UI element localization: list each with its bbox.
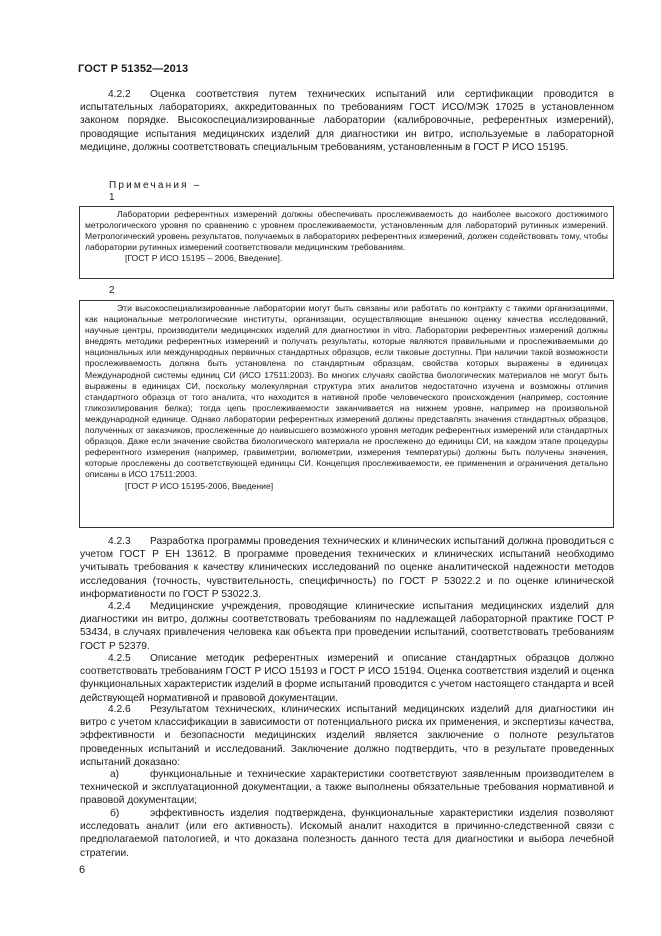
page-number: 6 <box>79 864 86 876</box>
list-item-label: а) <box>110 769 120 780</box>
list-item-text: функциональные и технические характеристики соответствуют заявленным производителем в технической и эксплуатационной документации, а также выполнены обязательные требования нормативной и правовой документации; <box>80 769 614 807</box>
clause-number: 4.2.2 <box>108 89 131 100</box>
note-2-source: [ГОСТ Р ИСО 15195-2006, Введение] <box>125 480 274 491</box>
list-item-a <box>80 768 614 808</box>
note-1-text: Лаборатории референтных измерений должны обеспечивать прослеживаемость до наиболее высокого достижимого метрологического уровня по сравнению с уровнем прослеживаемости, установленным для лабораторий рутинных измерений. Метрологический уровень результатов, получаемых в лабораториях референтных измерений, должен содействовать тому, чтобы лаборатории рутинных измерений соответствовали медицинским требованиям. <box>85 209 608 253</box>
list-item-b <box>80 807 614 860</box>
note-number-1: 1 <box>109 192 115 203</box>
clause-text: Оценка соответствия путем технических испытаний или сертификации проводится в испытательных лабораториях, аккредитованных по требованиям ГОСТ ИСО/МЭК 17025 в установленном законом порядке. Высокоспециализированные лаборатории (калибровочные, референтных измерений), проводящие испытания медицинских изделий для диагностики ин витро, используемые в лабораторной медицине, должны соответствовать специальным требованиям, установленным в ГОСТ Р ИСО 15195. <box>80 89 614 153</box>
clause-text: Описание методик референтных измерений и описание стандартных образцов должно соответствовать требованиям ГОСТ Р ИСО 15193 и ГОСТ Р ИСО 15194. Оценка соответствия изделий и оценка функциональных характеристик изделий в форме испытаний проводится с учетом настоящего стандарта и всей действующей нормативной и правовой документации. <box>80 653 614 704</box>
clause-text: Результатом технических, клинических испытаний медицинских изделий для диагностики ин витро с учетом классификации в зависимости от потенциального риска их применения, и экспертизы качества, эффективности и безопасности медицинских изделий является заключение о полноте результатов проведенных испытаний и исследований. Заключение должно подтвердить, что в результате проведенных испытаний доказано: <box>80 704 614 768</box>
paragraph-4-2-5 <box>80 652 614 705</box>
clause-number: 4.2.5 <box>108 653 131 664</box>
note-number-2: 2 <box>109 285 115 296</box>
paragraph-4-2-6 <box>80 703 614 769</box>
note-2-text: Эти высокоспециализированные лаборатории могут быть связаны или работать по контракту с такими организациями, как национальные метрологические институты, организации, осуществляющие внешнюю оценку качества исследований, научные центры, производители медицинских изделий для диагностики in vitro. Лаборатории референтных измерений должны внедрять методики референтных измерений и получать результаты, которые являются правильными и прослеживаемыми до национальных или международных первичных стандартных образцов, если таковые доступны. При наличии такой возможности прослеживаемость должна быть установлена по стандартным образцам, свойства которых выражены в единицах Международной системы единиц СИ (ИСО 17511:2003). Во многих случаях свойства биологических материалов не могут быть выражены в единицах СИ, поскольку молекулярная структура этих аналитов недостаточно изучена и возможны отличия стандартного образца от того аналита, что находится в нативной пробе человеческого происхождения (например, состояние гликозилирования белка); тогда цепь прослеживаемости заканчивается на нижнем уровне, например на произвольной международной единице. Однако лаборатории референтных измерений должны представлять значения стандартных образцов, полученных от заказчиков, прослеженные до наивысшего возможного уровня методик референтных измерений или стандартных образцов. Даже если значение свойства биологического материала не прослежено до единицы СИ, на каждом этапе процедуры референтного измерения (например, гравиметрии, волюметрии, измерения температуры) должны быть получены значения, которые прослежены до соответствующей единицы СИ. Концепция прослеживаемости, ее применения и ограничения детально описаны в ИСО 17511:2003. <box>85 303 608 480</box>
clause-text: Разработка программы проведения технических и клинических испытаний должна проводиться с учетом ГОСТ Р ЕН 13612. В программе проведения технических и клинических испытаний необходимо учитывать требования к качеству клинических исследований по оценке аналитической надежности методов исследования (точность, чувствительность, специфичность) по ГОСТ Р 53022.2 и по оценке клинической информативности по ГОСТ Р 53022.3. <box>80 536 614 600</box>
list-item-label: б) <box>110 808 120 819</box>
note-box-1 <box>79 206 614 279</box>
clause-number: 4.2.4 <box>108 601 131 612</box>
clause-number: 4.2.3 <box>108 536 131 547</box>
note-1-source: [ГОСТ Р ИСО 15195 – 2006, Введение]. <box>125 253 283 264</box>
paragraph-4-2-4 <box>80 600 614 653</box>
document-header-title: ГОСТ Р 51352—2013 <box>78 63 189 75</box>
notes-title: Примечания – <box>109 180 202 191</box>
paragraph-4-2-2 <box>80 88 614 154</box>
list-item-text: эффективность изделия подтверждена, функциональные характеристики изделия позволяют исследовать аналит (или его активность). Искомый аналит находится в причинно-следственной связи с предполагаемой патологией, и что доказана полезность данного теста для диагностики и выбора лечебной стратегии. <box>80 808 614 859</box>
note-box-2 <box>79 300 614 528</box>
paragraph-4-2-3 <box>80 535 614 601</box>
clause-number: 4.2.6 <box>108 704 131 715</box>
clause-text: Медицинские учреждения, проводящие клинические испытания медицинских изделий для диагностики ин витро, должны соответствовать требованиям по надлежащей лабораторной практике ГОСТ Р 53434, в случаях привлечения человека как объекта при проведении испытаний, соответствовать требованиям ГОСТ Р 52379. <box>80 601 614 652</box>
